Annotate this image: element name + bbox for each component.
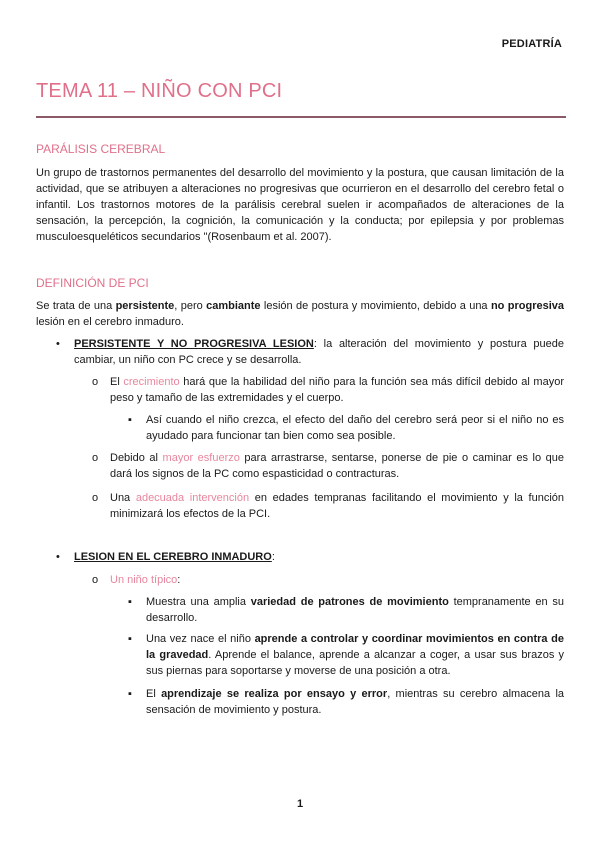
bullet-marker: • — [56, 551, 60, 563]
definicion-intro: Se trata de una persistente, pero cambiante lesión de postura y movimiento, debido a una no progresiva lesión en el cerebro inmaduro. — [36, 300, 565, 328]
detail-variedad: Muestra una amplia variedad de patrones de movimiento tempranamente en su desarrollo. — [146, 596, 564, 624]
bullet-persistente: PERSISTENTE Y NO PROGRESIVA LESION: la alteración del movimiento y postura puede cambiar, un niño con PC crece y se desarrolla. — [74, 338, 565, 366]
square-marker: ▪ — [128, 414, 132, 426]
detail-controlar: Una vez nace el niño aprende a controlar y coordinar movimientos en contra de la gravedad. Aprende el balance, aprende a alcanzar a coger, a usar sus brazos y sus piernas para soportarse y moverse de una posición a otra. — [146, 633, 565, 677]
bullet-lesion-cerebro: LESION EN EL CEREBRO INMADURO: — [74, 551, 275, 563]
bullet-marker: • — [56, 338, 60, 350]
circle-marker: o — [92, 452, 99, 464]
section-heading-definicion: DEFINICIÓN DE PCI — [36, 276, 149, 290]
square-marker: ▪ — [128, 688, 132, 700]
paralisis-paragraph: Un grupo de trastornos permanentes del desarrollo del movimiento y la postura, que causan limitación de la actividad, que se atribuyen a alteraciones no progresivas que ocurrieron en el desarrollo del cerebro fetal o infantil. Los trastornos motores de la parálisis cerebral suelen ir acompañados de alteraciones de la sensación, la percepción, la cognición, la comunicación y la conducta; por epilepsia y por problemas musculoesqueléticos secundarios "(Rosenbaum et al. 2007). — [36, 167, 564, 243]
detail-crezca: Así cuando el niño crezca, el efecto del daño del cerebro será peor si el niño no es ayudado para funcionar tan bien como sea posible. — [146, 414, 564, 442]
detail-aprendizaje: El aprendizaje se realiza por ensayo y error, mientras su cerebro almacena la sensación de movimiento y postura. — [146, 688, 565, 716]
sub-esfuerzo: Debido al mayor esfuerzo para arrastrarse, sentarse, ponerse de pie o caminar es lo que dará los signos de la PC como espasticidad o contracturas. — [110, 452, 564, 480]
circle-marker: o — [92, 492, 99, 504]
circle-marker: o — [92, 376, 99, 388]
section-heading-paralisis: PARÁLISIS CEREBRAL — [36, 142, 166, 156]
page-number: 1 — [296, 798, 304, 810]
square-marker: ▪ — [128, 596, 132, 608]
header-subject: PEDIATRÍA — [501, 38, 562, 50]
title-divider — [36, 116, 566, 118]
sub-intervencion: Una adecuada intervención en edades tempranas facilitando el movimiento y la función minimizará los efectos de la PCI. — [110, 492, 564, 520]
square-marker: ▪ — [128, 633, 132, 645]
sub-crecimiento: El crecimiento hará que la habilidad del niño para la función sea más difícil debido al mayor peso y tamaño de las extremidades y el cuerpo. — [110, 376, 564, 404]
sub-nino-tipico: Un niño típico: — [110, 574, 181, 586]
circle-marker: o — [92, 574, 99, 586]
page-title: TEMA 11 – NIÑO CON PCI — [36, 80, 283, 102]
